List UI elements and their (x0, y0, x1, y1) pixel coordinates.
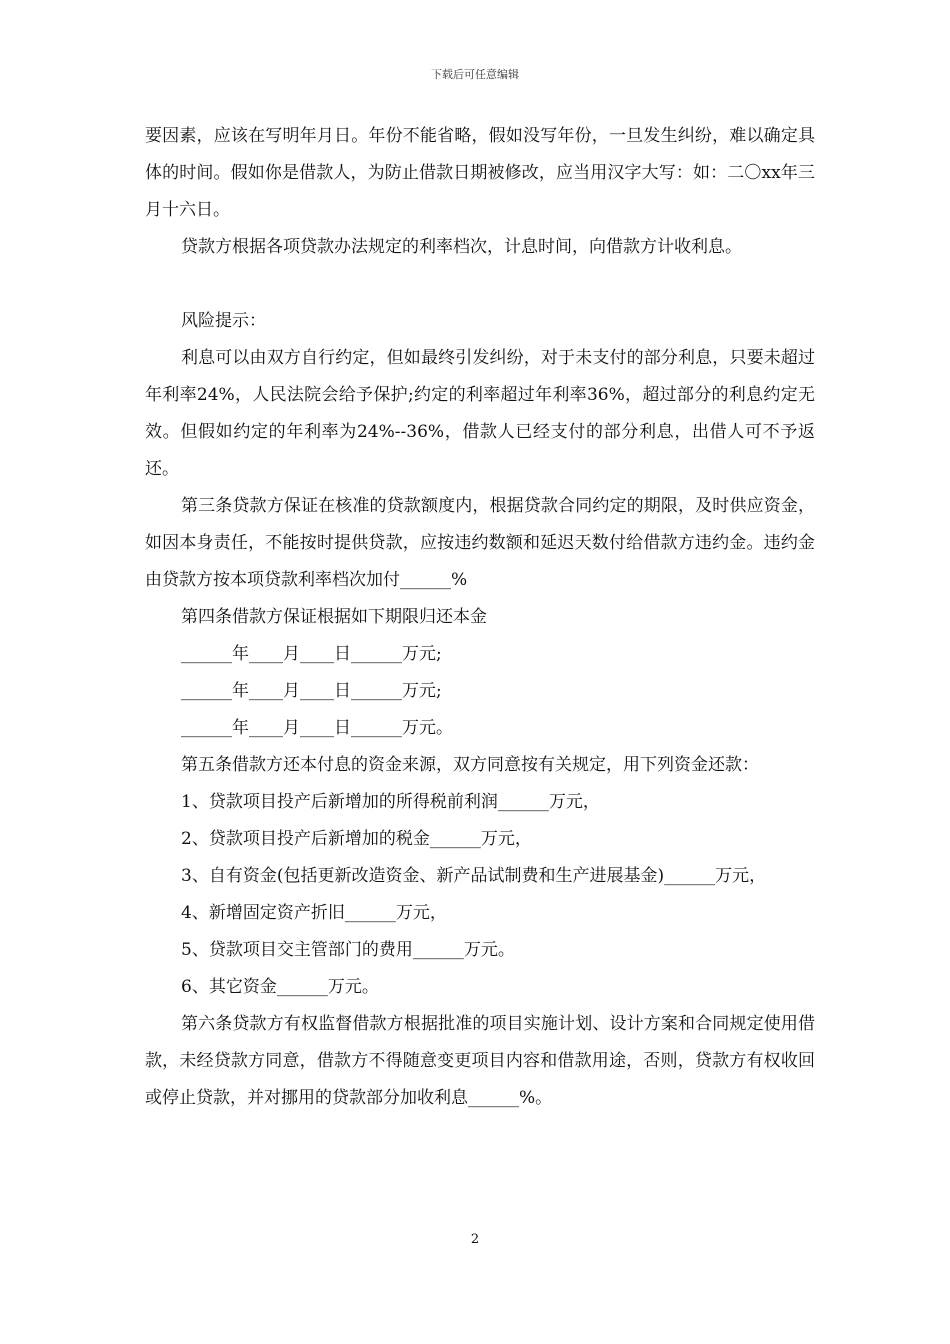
repayment-line-1: ______年____月____日______万元; (181, 644, 442, 664)
repayment-line-2: ______年____月____日______万元; (181, 681, 442, 701)
paragraph-date-requirement: 要因素，应该在写明年月日。年份不能省略，假如没写年份，一旦发生纠纷，难以确定具体的时间。假如你是借款人，为防止借款日期被修改，应当用汉字大写：如：二〇xx年三月十六日。 (145, 126, 815, 220)
clause-six: 第六条贷款方有权监督借款方根据批准的项目实施计划、设计方案和合同规定使用借款，未经贷款方同意，借款方不得随意变更项目内容和借款用途，否则，贷款方有权收回或停止贷款，并对挪用的贷款部分加收利息______%。 (145, 1014, 815, 1108)
clause-three: 第三条贷款方保证在核准的贷款额度内，根据贷款合同约定的期限，及时供应资金，如因本身责任，不能按时提供贷款，应按违约数额和延迟天数付给借款方违约金。违约金由贷款方按本项贷款利率档次加付______% (145, 496, 815, 590)
document-body (145, 118, 815, 1117)
fund-source-2: 2、贷款项目投产后新增加的税金______万元， (181, 829, 532, 849)
paragraph-interest-risk: 利息可以由双方自行约定，但如最终引发纠纷，对于未支付的部分利息，只要未超过年利率24%，人民法院会给予保护;约定的利率超过年利率36%，超过部分的利息约定无效。但假如约定的年利率为24%--36%，借款人已经支付的部分利息，出借人可不予返还。 (145, 348, 815, 479)
fund-source-5: 5、贷款项目交主管部门的费用______万元。 (181, 940, 515, 960)
paragraph-interest-collection: 贷款方根据各项贷款办法规定的利率档次，计息时间，向借款方计收利息。 (181, 237, 742, 257)
repayment-line-3: ______年____月____日______万元。 (181, 718, 453, 738)
clause-four: 第四条借款方保证根据如下期限归还本金 (181, 607, 487, 627)
page-number: 2 (470, 1232, 480, 1247)
page-header: 下载后可任意编辑 (431, 68, 519, 81)
fund-source-6: 6、其它资金______万元。 (181, 977, 379, 997)
paragraph-spacer (145, 266, 815, 303)
clause-five: 第五条借款方还本付息的资金来源，双方同意按有关规定，用下列资金还款： (181, 755, 759, 775)
fund-source-1: 1、贷款项目投产后新增加的所得税前利润______万元， (181, 792, 600, 812)
fund-source-3: 3、自有资金(包括更新改造资金、新产品试制费和生产进展基金)______万元， (181, 866, 767, 886)
fund-source-4: 4、新增固定资产折旧______万元， (181, 903, 447, 923)
risk-notice-heading: 风险提示： (181, 311, 266, 331)
